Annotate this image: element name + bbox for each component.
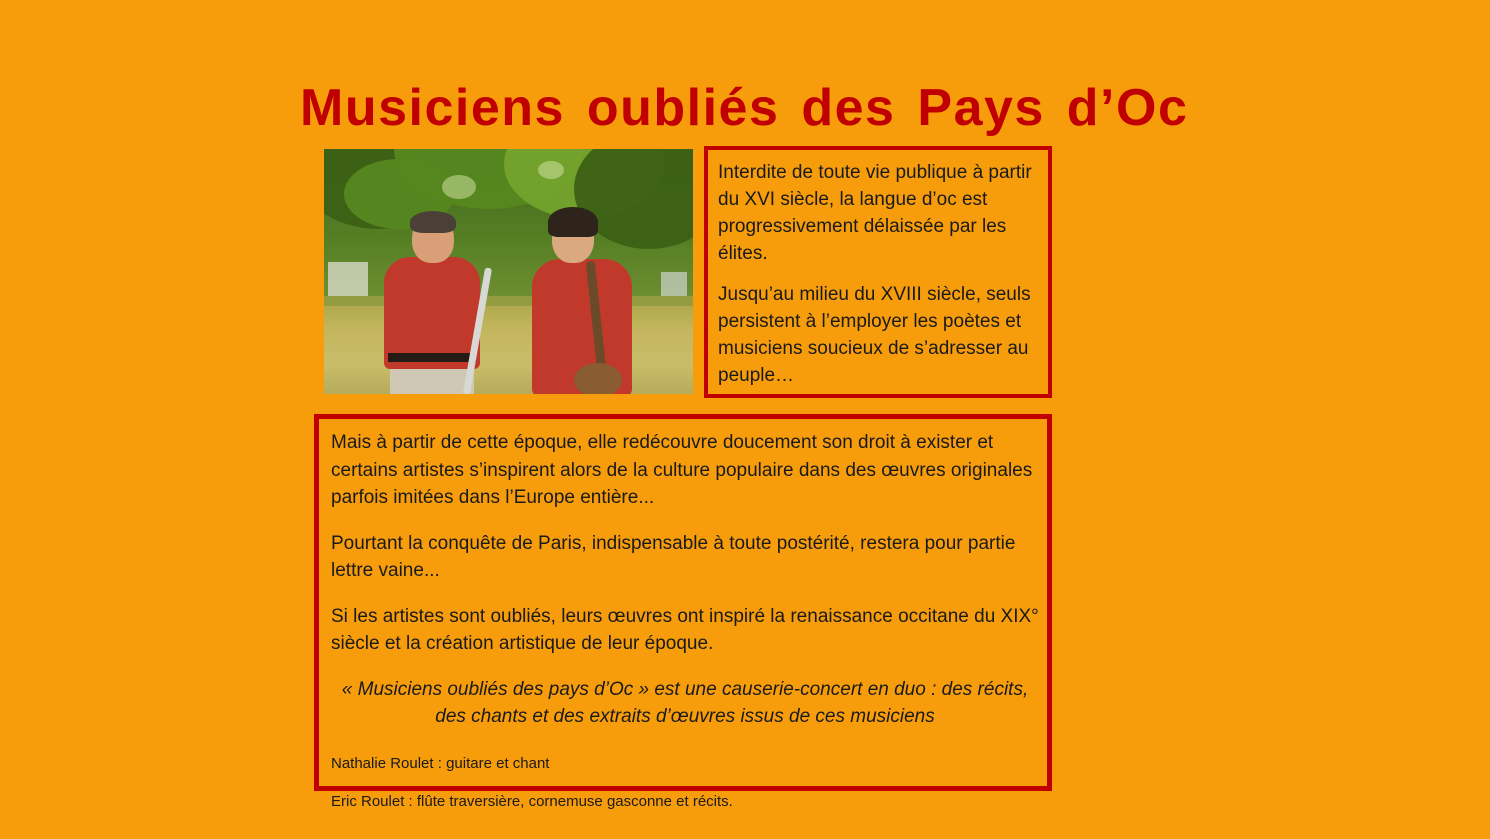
photo-ground: [324, 296, 693, 394]
woman-hair: [548, 207, 598, 237]
photo-grass-line: [324, 296, 693, 306]
body-paragraph-2: Pourtant la conquête de Paris, indispensable à toute postérité, restera pour partie lettre vaine...: [331, 532, 1016, 582]
credit-line-1: Nathalie Roulet : guitare et chant: [331, 754, 550, 772]
body-paragraph-1: Mais à partir de cette époque, elle redécouvre doucement son droit à exister et certains artistes s’inspirent alors de la culture populaire dans des œuvres originales parfois imitées dans l’Europe entière...: [331, 432, 1033, 509]
guitar-body-icon: [574, 363, 622, 394]
body-paragraph-3: Si les artistes sont oubliés, leurs œuvres ont inspiré la renaissance occitane du XIX° siècle et la création artistique de leur époque.: [331, 605, 1039, 655]
intro-paragraph-1: Interdite de toute vie publique à partir du XVI siècle, la langue d’oc est progressivement délaissée par les élites.: [718, 162, 1032, 264]
photo-image: [324, 149, 693, 394]
duo-photo: [324, 149, 693, 394]
background-building: [661, 272, 687, 298]
light-gap: [442, 175, 476, 199]
intro-text-box: [704, 146, 1052, 398]
intro-paragraph-2: Jusqu’au milieu du XVIII siècle, seuls persistent à l’employer les poètes et musiciens soucieux de s’adresser au peuple…: [718, 283, 1031, 386]
light-gap: [538, 161, 564, 179]
body-text-box: [314, 414, 1052, 810]
show-description: « Musiciens oubliés des pays d’Oc » est une causerie-concert en duo : des récits, des chants et des extraits d’œuvres issus de ces musiciens: [341, 678, 1029, 728]
man-hair: [410, 211, 456, 233]
man-belt: [388, 353, 476, 362]
background-building: [328, 262, 368, 296]
page-title: Musiciens oubliés des Pays d’Oc: [300, 78, 1189, 137]
credit-line-2: Eric Roulet : flûte traversière, cornemuse gasconne et récits.: [331, 792, 733, 810]
